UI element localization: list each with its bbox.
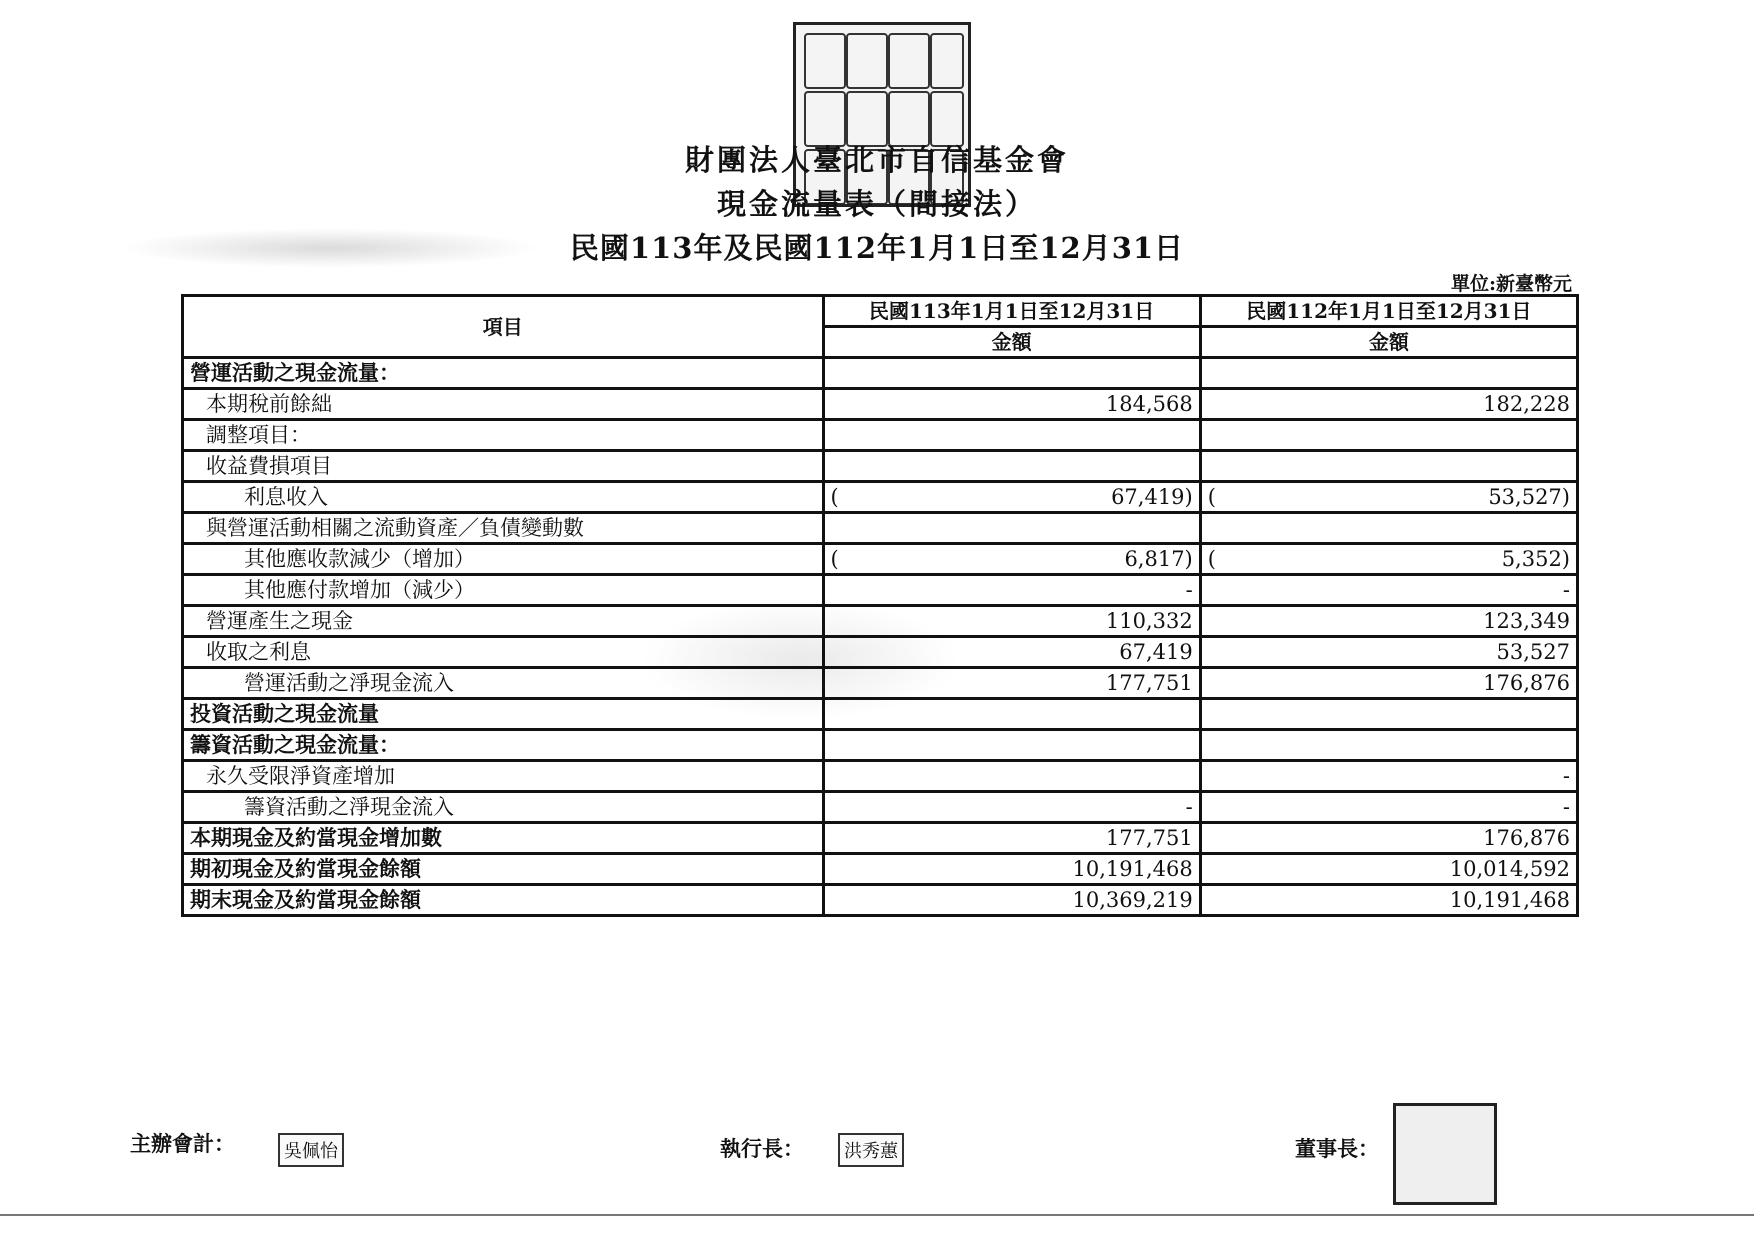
amount-value: 10,191,468 bbox=[1449, 888, 1570, 912]
row-label: 永久受限淨資產增加 bbox=[183, 761, 824, 792]
amount-2023 bbox=[1200, 420, 1577, 451]
amount-2023 bbox=[1200, 637, 1577, 668]
amount-value: 176,876 bbox=[1483, 826, 1570, 850]
chair-label: 董事長： bbox=[1295, 1136, 1379, 1161]
negative-paren: ( bbox=[830, 547, 839, 571]
amount-value: 10,191,468 bbox=[1072, 857, 1193, 881]
amount-2024 bbox=[823, 854, 1200, 885]
amount-value: 67,419) bbox=[1111, 485, 1193, 509]
table-row bbox=[183, 420, 1578, 451]
row-label: 期初現金及約當現金餘額 bbox=[183, 854, 824, 885]
table-row bbox=[183, 730, 1578, 761]
negative-paren: ( bbox=[1207, 547, 1216, 571]
amount-2023 bbox=[1200, 885, 1577, 916]
amount-value: 176,876 bbox=[1483, 671, 1570, 695]
report-title: 現金流量表（間接法） bbox=[716, 187, 1037, 221]
amount-2024 bbox=[823, 730, 1200, 761]
table-row bbox=[183, 637, 1578, 668]
organization-name: 財團法人臺北市自信基金會 bbox=[684, 143, 1069, 177]
chair-seal bbox=[1393, 1103, 1497, 1205]
amount-2024 bbox=[823, 575, 1200, 606]
ceo-stamp: 洪秀蕙 bbox=[838, 1133, 904, 1167]
amount-2024 bbox=[823, 606, 1200, 637]
amount-value: 10,014,592 bbox=[1449, 857, 1570, 881]
amount-2023 bbox=[1200, 389, 1577, 420]
row-label: 營運活動之淨現金流入 bbox=[183, 668, 824, 699]
amount-2023 bbox=[1200, 730, 1577, 761]
table-row bbox=[183, 606, 1578, 637]
col-header-2023: 民國112年1月1日至12月31日 bbox=[1200, 296, 1577, 327]
amount-2024 bbox=[823, 544, 1200, 575]
amount-value: 53,527) bbox=[1488, 485, 1570, 509]
page-edge bbox=[0, 1214, 1754, 1216]
amount-2024 bbox=[823, 668, 1200, 699]
amount-2023 bbox=[1200, 606, 1577, 637]
table-row bbox=[183, 885, 1578, 916]
amount-2023 bbox=[1200, 358, 1577, 389]
amount-value: 184,568 bbox=[1105, 392, 1193, 416]
amount-2024 bbox=[823, 420, 1200, 451]
ceo-label: 執行長： bbox=[720, 1136, 804, 1161]
table-row bbox=[183, 358, 1578, 389]
amount-2024 bbox=[823, 885, 1200, 916]
amount-2024 bbox=[823, 482, 1200, 513]
table-row bbox=[183, 513, 1578, 544]
amount-value: - bbox=[1562, 578, 1570, 602]
table-row bbox=[183, 482, 1578, 513]
table-row bbox=[183, 544, 1578, 575]
amount-value: - bbox=[1562, 795, 1570, 819]
amount-2023 bbox=[1200, 451, 1577, 482]
row-label: 籌資活動之淨現金流入 bbox=[183, 792, 824, 823]
negative-paren: ( bbox=[830, 485, 839, 509]
row-label: 營運產生之現金 bbox=[183, 606, 824, 637]
row-label: 與營運活動相關之流動資產／負債變動數 bbox=[183, 513, 824, 544]
amount-value: 177,751 bbox=[1105, 671, 1193, 695]
amount-value: - bbox=[1185, 795, 1193, 819]
report-period: 民國113年及民國112年1月1日至12月31日 bbox=[569, 231, 1185, 265]
amount-2023 bbox=[1200, 513, 1577, 544]
amount-2024 bbox=[823, 451, 1200, 482]
row-label: 收取之利息 bbox=[183, 637, 824, 668]
amount-value: 67,419 bbox=[1119, 640, 1193, 664]
amount-2024 bbox=[823, 823, 1200, 854]
amount-2024 bbox=[823, 792, 1200, 823]
accountant-label: 主辦會計： bbox=[130, 1131, 235, 1156]
currency-unit: 單位:新臺幣元 bbox=[1450, 273, 1572, 295]
amount-value: 6,817) bbox=[1124, 547, 1193, 571]
table-row bbox=[183, 823, 1578, 854]
amount-2023 bbox=[1200, 792, 1577, 823]
cash-flow-table bbox=[181, 294, 1579, 917]
table-row bbox=[183, 699, 1578, 730]
row-label: 其他應收款減少（增加） bbox=[183, 544, 824, 575]
row-label: 本期稅前餘絀 bbox=[183, 389, 824, 420]
amount-value: 182,228 bbox=[1483, 392, 1570, 416]
table-row bbox=[183, 389, 1578, 420]
amount-2024 bbox=[823, 637, 1200, 668]
row-label: 本期現金及約當現金增加數 bbox=[183, 823, 824, 854]
col-header-amount-2023: 金額 bbox=[1200, 327, 1577, 358]
amount-2024 bbox=[823, 358, 1200, 389]
row-label: 期末現金及約當現金餘額 bbox=[183, 885, 824, 916]
row-label: 籌資活動之現金流量： bbox=[183, 730, 824, 761]
amount-2023 bbox=[1200, 668, 1577, 699]
table-row bbox=[183, 451, 1578, 482]
table-row bbox=[183, 668, 1578, 699]
amount-value: 10,369,219 bbox=[1072, 888, 1193, 912]
amount-value: 177,751 bbox=[1105, 826, 1193, 850]
amount-2023 bbox=[1200, 854, 1577, 885]
amount-2023 bbox=[1200, 823, 1577, 854]
amount-2023 bbox=[1200, 699, 1577, 730]
table-row bbox=[183, 792, 1578, 823]
table-row bbox=[183, 575, 1578, 606]
amount-2023 bbox=[1200, 482, 1577, 513]
amount-value: - bbox=[1185, 578, 1193, 602]
amount-2024 bbox=[823, 389, 1200, 420]
amount-value: 53,527 bbox=[1496, 640, 1570, 664]
amount-2023 bbox=[1200, 575, 1577, 606]
col-header-item: 項目 bbox=[183, 296, 824, 358]
amount-value: 110,332 bbox=[1105, 609, 1193, 633]
amount-value: - bbox=[1562, 764, 1570, 788]
row-label: 其他應付款增加（減少） bbox=[183, 575, 824, 606]
official-seal bbox=[793, 22, 971, 207]
amount-2024 bbox=[823, 761, 1200, 792]
negative-paren: ( bbox=[1207, 485, 1216, 509]
amount-2024 bbox=[823, 513, 1200, 544]
table-row bbox=[183, 761, 1578, 792]
amount-2023 bbox=[1200, 761, 1577, 792]
row-label: 調整項目： bbox=[183, 420, 824, 451]
amount-2023 bbox=[1200, 544, 1577, 575]
table-header-row bbox=[183, 296, 1578, 327]
col-header-2024: 民國113年1月1日至12月31日 bbox=[823, 296, 1200, 327]
amount-2024 bbox=[823, 699, 1200, 730]
accountant-stamp: 吳佩怡 bbox=[278, 1133, 344, 1167]
col-header-amount-2024: 金額 bbox=[823, 327, 1200, 358]
amount-value: 5,352) bbox=[1501, 547, 1570, 571]
row-label: 營運活動之現金流量： bbox=[183, 358, 824, 389]
amount-value: 123,349 bbox=[1483, 609, 1570, 633]
row-label: 利息收入 bbox=[183, 482, 824, 513]
table-row bbox=[183, 854, 1578, 885]
row-label: 收益費損項目 bbox=[183, 451, 824, 482]
row-label: 投資活動之現金流量 bbox=[183, 699, 824, 730]
